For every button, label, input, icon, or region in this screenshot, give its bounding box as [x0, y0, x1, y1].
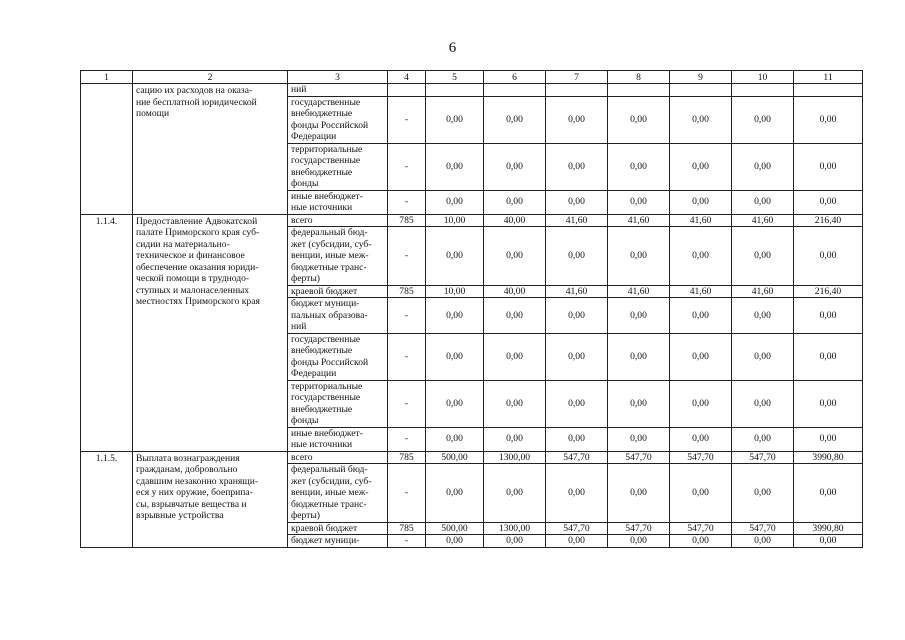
amount-cell: 41,60: [732, 214, 794, 227]
funding-source: краевой бюджет: [288, 522, 388, 535]
amount-cell: 3990,80: [794, 522, 863, 535]
amount-cell: 1300,00: [484, 451, 546, 464]
amount-cell: 0,00: [670, 96, 732, 143]
amount-cell: 0,00: [426, 464, 484, 523]
amount-cell: 0,00: [794, 190, 863, 214]
funding-source: бюджет муници-: [288, 535, 388, 548]
grbs-code: -: [388, 190, 426, 214]
amount-cell: 0,00: [546, 227, 608, 286]
amount-cell: 0,00: [484, 227, 546, 286]
amount-cell: 0,00: [732, 427, 794, 451]
amount-cell: 41,60: [608, 285, 670, 298]
amount-cell: [546, 84, 608, 97]
amount-cell: 0,00: [608, 96, 670, 143]
grbs-code: -: [388, 298, 426, 334]
amount-cell: 0,00: [608, 227, 670, 286]
amount-cell: 547,70: [608, 451, 670, 464]
amount-cell: 0,00: [670, 427, 732, 451]
amount-cell: 0,00: [732, 464, 794, 523]
item-description: Выплата вознаграждения гражданам, добровольно сдавшим незаконно хранящи- еся у них оружие, боеприпа- сы, взрывчатые вещества и взрывные устройства: [133, 451, 288, 547]
amount-cell: 0,00: [794, 143, 863, 190]
funding-source: иные внебюджет- ные источники: [288, 190, 388, 214]
amount-cell: 0,00: [732, 96, 794, 143]
funding-source: федеральный бюд- жет (субсидии, суб- венции, иные меж- бюджетные транс- ферты): [288, 464, 388, 523]
funding-source: краевой бюджет: [288, 285, 388, 298]
funding-source: федеральный бюд- жет (субсидии, суб- венции, иные меж- бюджетные транс- ферты): [288, 227, 388, 286]
amount-cell: 0,00: [426, 190, 484, 214]
amount-cell: 0,00: [546, 333, 608, 380]
amount-cell: 0,00: [732, 298, 794, 334]
amount-cell: 41,60: [670, 214, 732, 227]
amount-cell: 0,00: [426, 298, 484, 334]
amount-cell: 0,00: [426, 227, 484, 286]
amount-cell: 3990,80: [794, 451, 863, 464]
amount-cell: 0,00: [794, 464, 863, 523]
amount-cell: 41,60: [670, 285, 732, 298]
amount-cell: 0,00: [484, 190, 546, 214]
column-number-header: [81, 71, 863, 84]
amount-cell: 0,00: [426, 535, 484, 548]
amount-cell: 10,00: [426, 285, 484, 298]
amount-cell: 0,00: [794, 96, 863, 143]
table-row: [81, 214, 863, 227]
amount-cell: 0,00: [794, 227, 863, 286]
header-cell: 8: [608, 71, 670, 84]
amount-cell: 0,00: [426, 427, 484, 451]
amount-cell: 0,00: [732, 227, 794, 286]
amount-cell: 0,00: [546, 427, 608, 451]
grbs-code: -: [388, 143, 426, 190]
amount-cell: 0,00: [608, 535, 670, 548]
amount-cell: 0,00: [608, 298, 670, 334]
amount-cell: 0,00: [732, 143, 794, 190]
amount-cell: [484, 84, 546, 97]
header-cell: 11: [794, 71, 863, 84]
funding-source: всего: [288, 214, 388, 227]
amount-cell: 0,00: [426, 96, 484, 143]
header-cell: 1: [81, 71, 133, 84]
funding-source: территориальные государственные внебюджетные фонды: [288, 143, 388, 190]
amount-cell: 0,00: [484, 298, 546, 334]
amount-cell: 0,00: [794, 535, 863, 548]
item-description: сацию их расходов на оказа- ние бесплатной юридической помощи: [133, 84, 288, 215]
amount-cell: 41,60: [608, 214, 670, 227]
amount-cell: 0,00: [546, 380, 608, 427]
item-code: [81, 84, 133, 215]
amount-cell: 41,60: [546, 214, 608, 227]
amount-cell: 0,00: [546, 143, 608, 190]
header-cell: 10: [732, 71, 794, 84]
header-cell: 4: [388, 71, 426, 84]
grbs-code: -: [388, 535, 426, 548]
amount-cell: [794, 84, 863, 97]
amount-cell: 0,00: [546, 298, 608, 334]
amount-cell: 0,00: [608, 143, 670, 190]
amount-cell: 0,00: [670, 333, 732, 380]
amount-cell: [670, 84, 732, 97]
amount-cell: 0,00: [608, 380, 670, 427]
amount-cell: 40,00: [484, 214, 546, 227]
funding-source: государственные внебюджетные фонды Российской Федерации: [288, 333, 388, 380]
amount-cell: 0,00: [484, 96, 546, 143]
header-cell: 7: [546, 71, 608, 84]
grbs-code: -: [388, 96, 426, 143]
amount-cell: 547,70: [670, 451, 732, 464]
item-description: Предоставление Адвокатской палате Приморского края суб- сидии на материально- техническое и финансовое обеспечение оказания юриди- ческой помощи в труднодо- ступных и малонаселенных местностях Приморского края: [133, 214, 288, 451]
funding-source: всего: [288, 451, 388, 464]
amount-cell: 216,40: [794, 285, 863, 298]
amount-cell: 0,00: [670, 143, 732, 190]
header-cell: 5: [426, 71, 484, 84]
grbs-code: -: [388, 333, 426, 380]
grbs-code: 785: [388, 522, 426, 535]
amount-cell: 0,00: [732, 190, 794, 214]
amount-cell: 547,70: [732, 522, 794, 535]
amount-cell: 0,00: [608, 190, 670, 214]
item-code: 1.1.5.: [81, 451, 133, 547]
amount-cell: 0,00: [794, 298, 863, 334]
amount-cell: 0,00: [670, 227, 732, 286]
amount-cell: 1300,00: [484, 522, 546, 535]
grbs-code: [388, 84, 426, 97]
grbs-code: -: [388, 464, 426, 523]
table-row: [81, 451, 863, 464]
grbs-code: -: [388, 427, 426, 451]
amount-cell: 0,00: [732, 333, 794, 380]
amount-cell: 41,60: [546, 285, 608, 298]
amount-cell: 0,00: [794, 427, 863, 451]
header-cell: 9: [670, 71, 732, 84]
header-cell: 2: [133, 71, 288, 84]
amount-cell: 0,00: [608, 333, 670, 380]
amount-cell: 216,40: [794, 214, 863, 227]
amount-cell: 0,00: [426, 380, 484, 427]
amount-cell: 547,70: [732, 451, 794, 464]
amount-cell: 547,70: [670, 522, 732, 535]
amount-cell: 0,00: [670, 190, 732, 214]
amount-cell: 40,00: [484, 285, 546, 298]
page-number: 6: [448, 40, 457, 56]
amount-cell: 0,00: [484, 143, 546, 190]
grbs-code: 785: [388, 285, 426, 298]
amount-cell: 0,00: [546, 464, 608, 523]
item-code: 1.1.4.: [81, 214, 133, 451]
amount-cell: 0,00: [546, 96, 608, 143]
amount-cell: 0,00: [670, 464, 732, 523]
grbs-code: 785: [388, 214, 426, 227]
amount-cell: 10,00: [426, 214, 484, 227]
amount-cell: 500,00: [426, 522, 484, 535]
amount-cell: 0,00: [732, 380, 794, 427]
amount-cell: 0,00: [484, 427, 546, 451]
amount-cell: 41,60: [732, 285, 794, 298]
amount-cell: 0,00: [670, 535, 732, 548]
funding-source: бюджет муници- пальных образова- ний: [288, 298, 388, 334]
amount-cell: 0,00: [546, 190, 608, 214]
amount-cell: 0,00: [484, 333, 546, 380]
amount-cell: [608, 84, 670, 97]
amount-cell: 0,00: [426, 143, 484, 190]
amount-cell: 547,70: [546, 451, 608, 464]
amount-cell: 500,00: [426, 451, 484, 464]
amount-cell: 547,70: [608, 522, 670, 535]
amount-cell: 0,00: [732, 535, 794, 548]
amount-cell: 0,00: [794, 333, 863, 380]
amount-cell: 0,00: [484, 535, 546, 548]
funding-source: территориальные государственные внебюджетные фонды: [288, 380, 388, 427]
header-cell: 3: [288, 71, 388, 84]
amount-cell: 0,00: [608, 427, 670, 451]
funding-source: иные внебюджет- ные источники: [288, 427, 388, 451]
amount-cell: 0,00: [670, 298, 732, 334]
funding-source: государственные внебюджетные фонды Российской Федерации: [288, 96, 388, 143]
header-cell: 6: [484, 71, 546, 84]
amount-cell: [426, 84, 484, 97]
budget-table: [80, 70, 863, 548]
amount-cell: 0,00: [794, 380, 863, 427]
amount-cell: 0,00: [546, 535, 608, 548]
amount-cell: [732, 84, 794, 97]
amount-cell: 0,00: [670, 380, 732, 427]
amount-cell: 0,00: [484, 380, 546, 427]
funding-source: ний: [288, 84, 388, 97]
grbs-code: -: [388, 227, 426, 286]
grbs-code: 785: [388, 451, 426, 464]
amount-cell: 0,00: [426, 333, 484, 380]
table-row: [81, 84, 863, 97]
grbs-code: -: [388, 380, 426, 427]
amount-cell: 0,00: [608, 464, 670, 523]
amount-cell: 0,00: [484, 464, 546, 523]
amount-cell: 547,70: [546, 522, 608, 535]
